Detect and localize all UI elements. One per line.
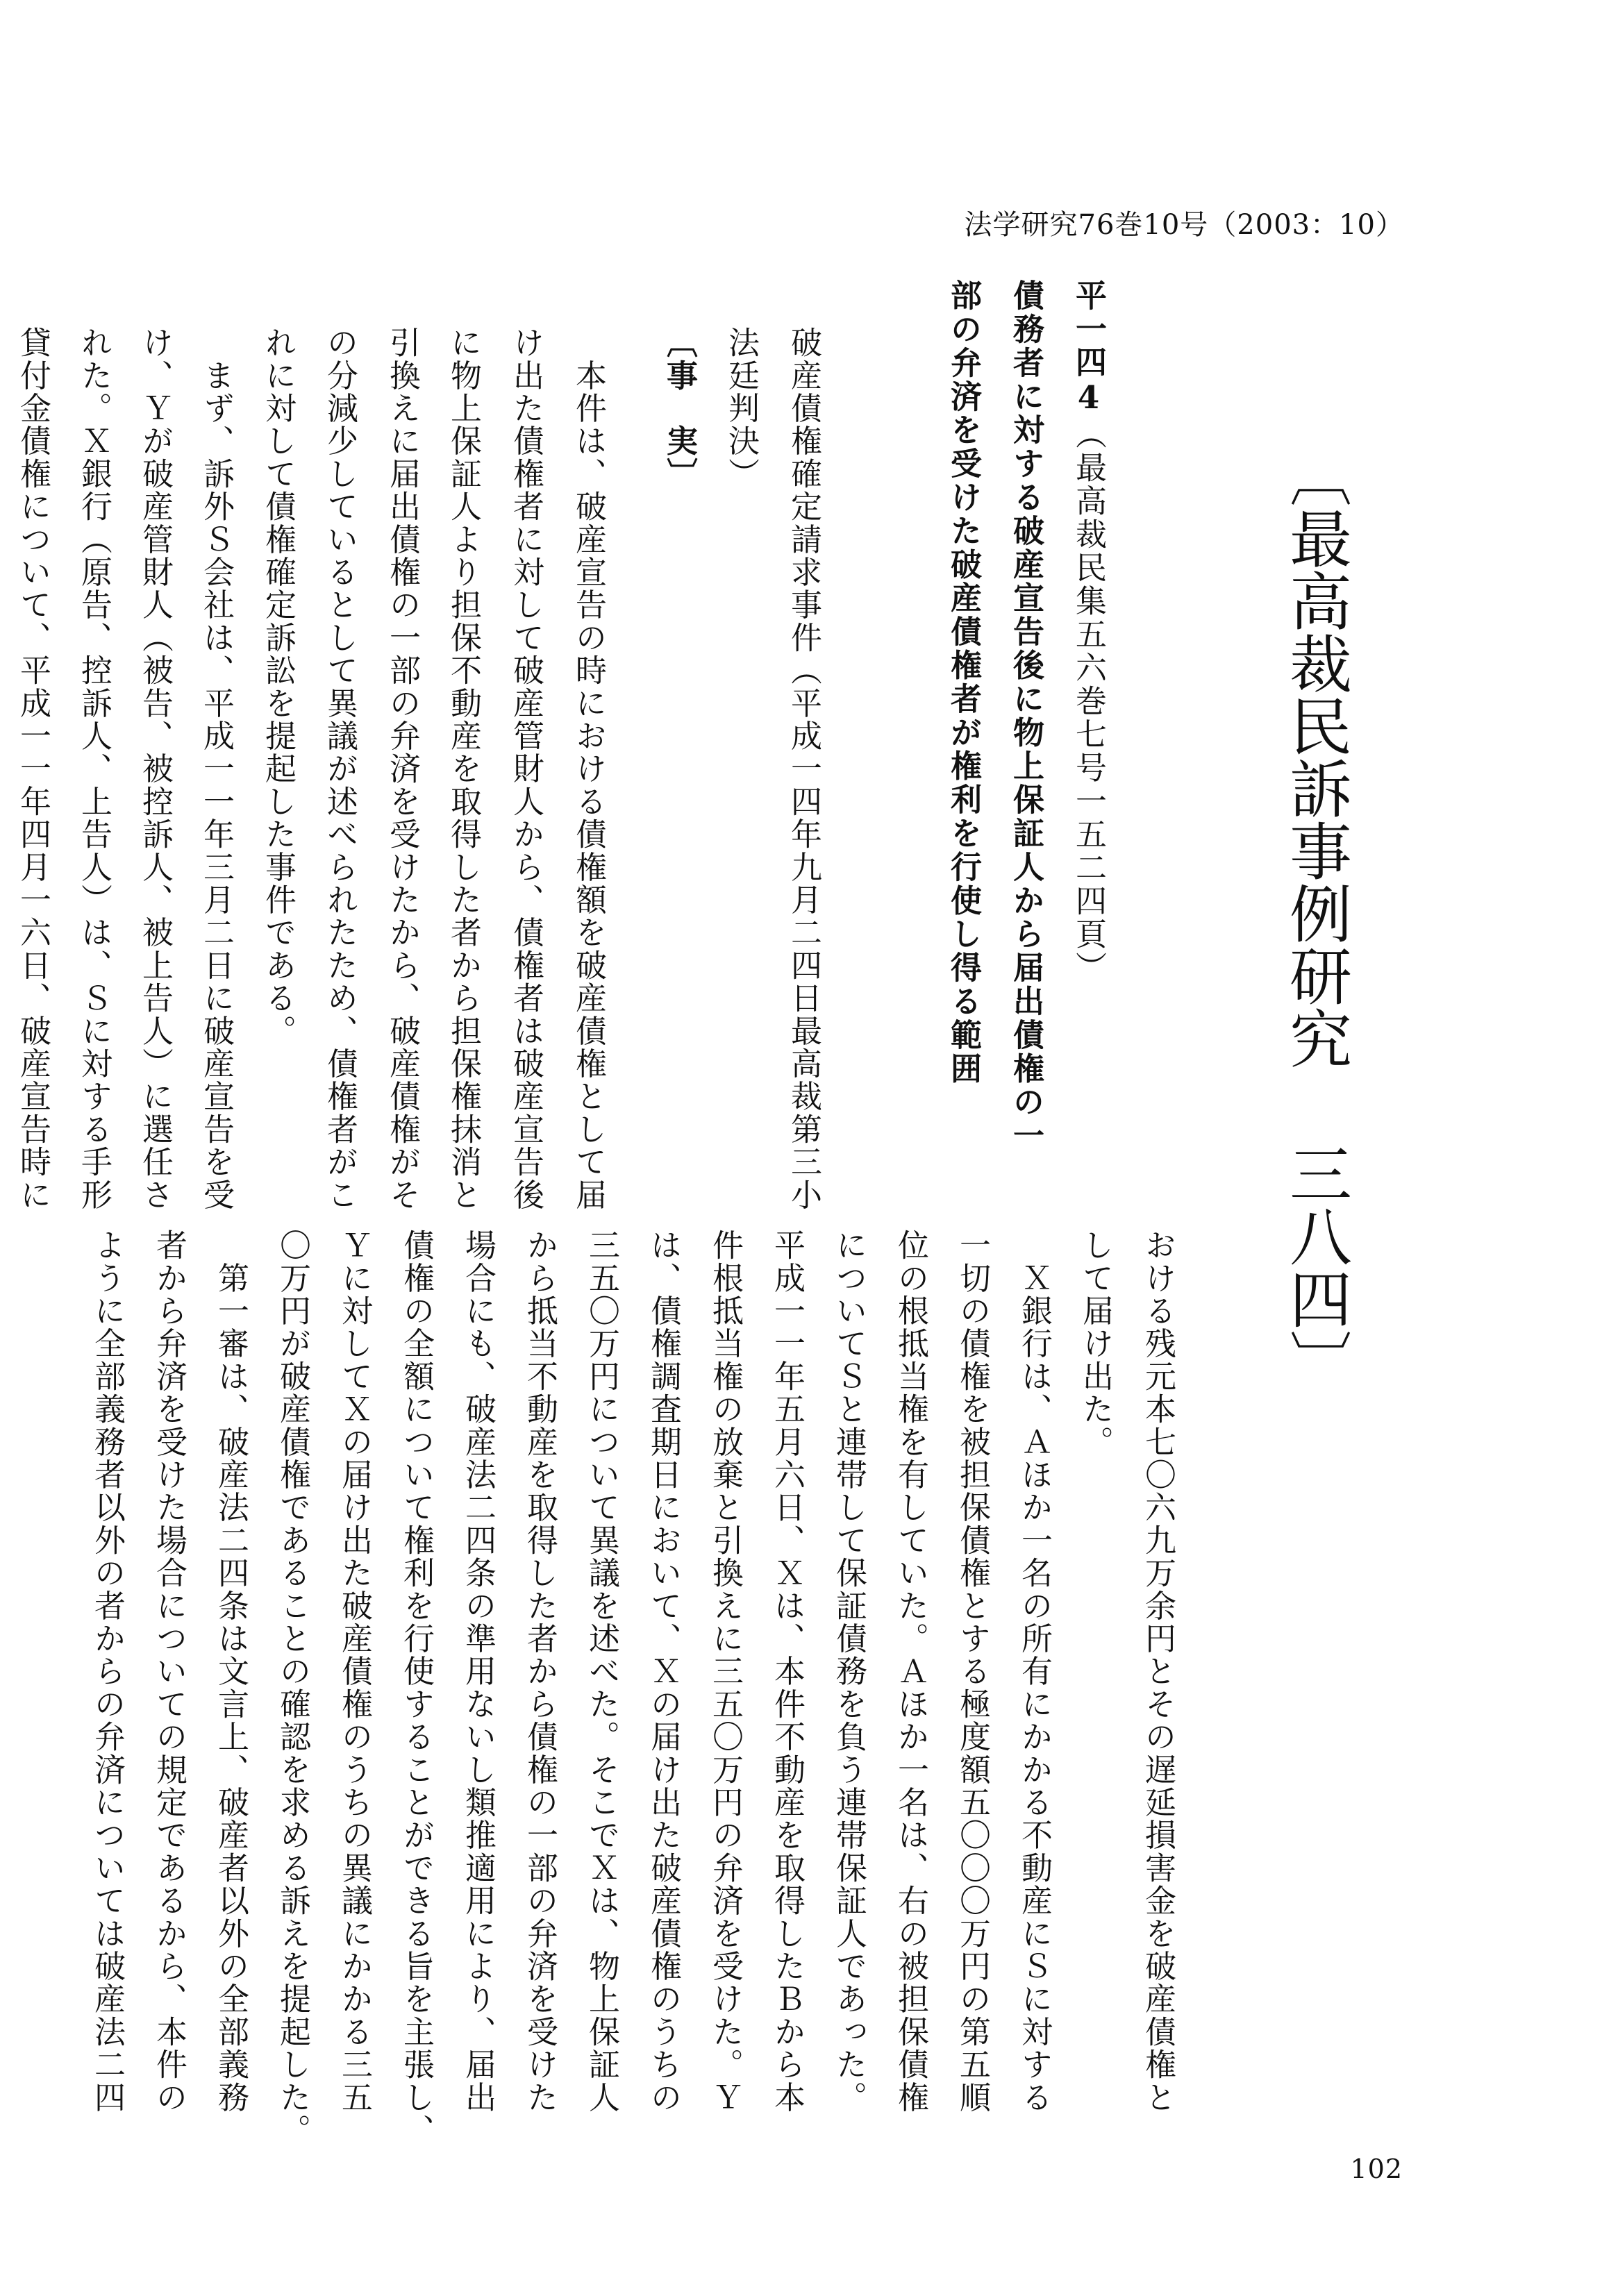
body-column: け出た債権者に対して破産管財人から、債権者は破産宣告後 [508,326,544,1212]
page-number: 102 [1350,2154,1403,2184]
case-number: 平一四4 [1070,279,1107,418]
case-citation: （最高裁民集五六巻七号一五二四頁） [1070,418,1107,984]
body-column: おける残元本七〇六九万余円とその遅延損害金を破産債権と [1140,1229,1176,2114]
body-column: の分減少しているとして異議が述べられたため、債権者がこ [322,326,358,1212]
body-column: 法廷判決） [723,326,760,490]
body-column: 貸付金債権について、平成一一年四月一六日、破産宣告時に [15,326,51,1212]
section-heading-facts: 〔事 実〕 [661,326,698,490]
body-column: 平成一一年五月六日、Ｘは、本件不動産を取得したＢから本 [769,1229,806,2114]
body-column: から抵当不動産を取得した者から債権の一部の弁済を受けた [522,1229,558,2114]
body-column: 一切の債権を被担保債権とする極度額五〇〇〇万円の第五順 [954,1229,991,2114]
body-column: 破産債権確定請求事件（平成一四年九月二四日最高裁第三小 [785,326,822,1212]
case-topic-line: 部の弁済を受けた破産債権者が権利を行使し得る範囲 [945,279,982,1086]
body-column: 第一審は、破産法二四条は文言上、破産者以外の全部義務 [212,1229,249,2114]
case-topic-line: 債務者に対する破産宣告後に物上保証人から届出債権の一 [1008,279,1044,1153]
body-column: 場合にも、破産法二四条の準用ないし類推適用により、届出 [460,1229,497,2114]
body-column: 引換えに届出債権の一部の弁済を受けたから、破産債権がそ [384,326,421,1212]
body-column: け、Ｙが破産管財人（被告、被控訴人、被上告人）に選任さ [137,326,174,1212]
body-column: についてＳと連帯して保証債務を負う連帯保証人であった。 [831,1229,867,2114]
journal-header: 法学研究76巻10号（2003：10） [964,209,1404,241]
body-column: に物上保証人より担保不動産を取得した者から担保権抹消と [445,326,482,1212]
body-column: 債権の全額について権利を行使することができる旨を主張し、 [398,1229,435,2147]
body-column: 三五〇万円について異議を述べた。そこでＸは、物上保証人 [583,1229,620,2114]
body-column: Ｘ銀行は、Ａほか一名の所有にかかる不動産にＳに対する [1016,1229,1053,2114]
body-column: れに対して債権確定訴訟を提起した事件である。 [260,326,297,1048]
body-column: Ｙに対してＸの届け出た破産債権のうちの異議にかかる三五 [336,1229,373,2114]
body-column: 位の根抵当権を有していた。Ａほか一名は、右の被担保債権 [892,1229,929,2114]
body-column: して届け出た。 [1077,1229,1114,1459]
body-column: ように全部義務者以外の者からの弁済については破産法二四 [89,1229,126,2114]
body-column: まず、訴外Ｓ会社は、平成一一年三月二日に破産宣告を受 [198,326,235,1212]
body-column: は、債権調査期日において、Ｘの届け出た破産債権のうちの [645,1229,682,2114]
body-column: 本件は、破産宣告の時における債権額を破産債権として届 [570,326,607,1212]
case-label [1066,279,1111,984]
body-column: 〇万円が破産債権であることの確認を求める訴えを提起した。 [274,1229,311,2147]
body-column: 件根抵当権の放棄と引換えに三五〇万円の弁済を受けた。Ｙ [707,1229,744,2114]
series-title: 〔最高裁民訴事例研究 三八四〕 [1278,444,1351,1392]
body-column: れた。Ｘ銀行（原告、控訴人、上告人）は、Ｓに対する手形 [76,326,112,1212]
body-column: 者から弁済を受けた場合についての規定であるから、本件の [151,1229,187,2114]
